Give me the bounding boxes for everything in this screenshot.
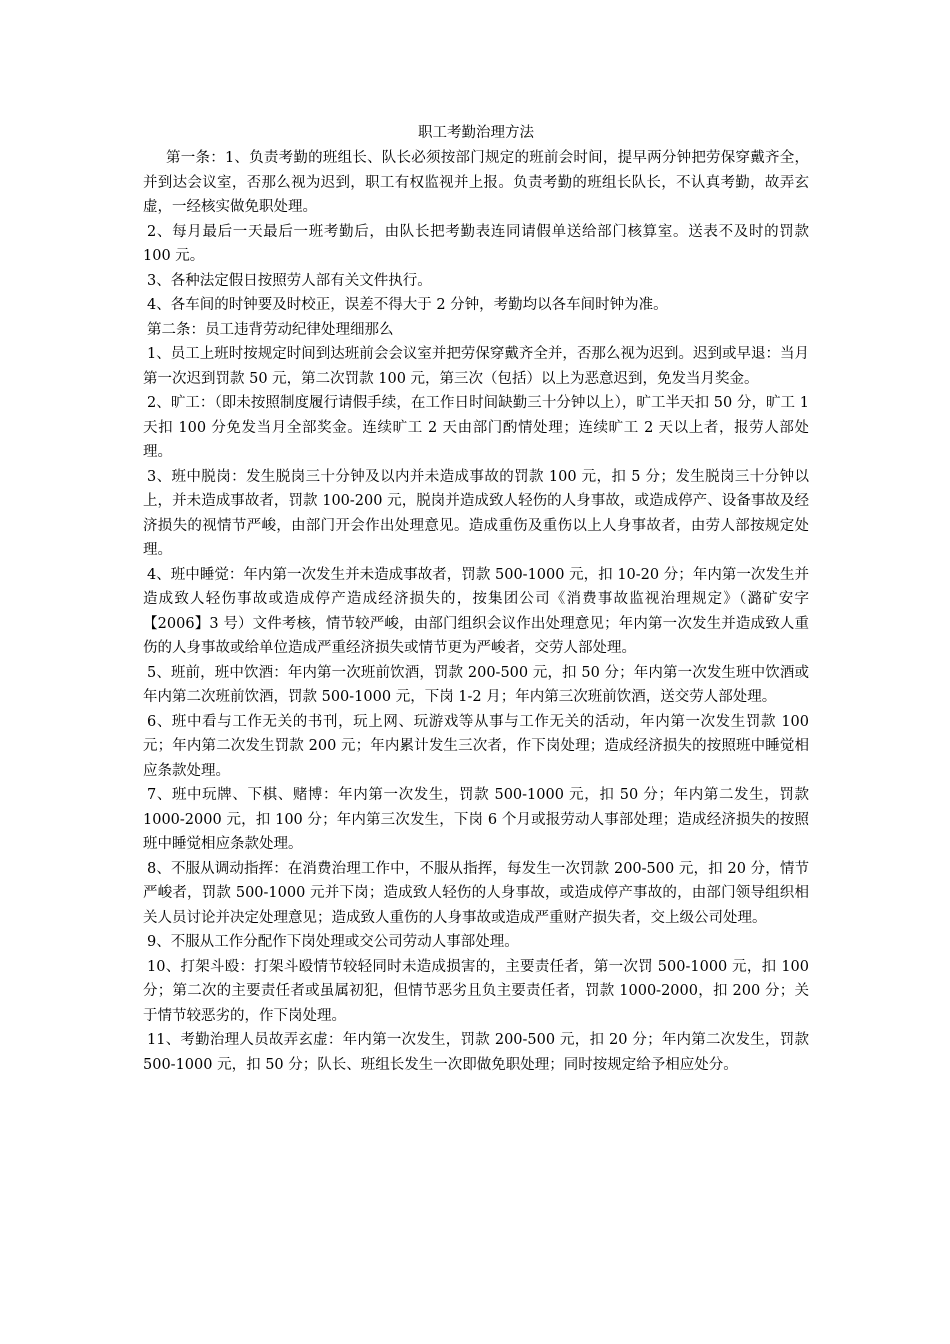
article-2-item-10: 10、打架斗殴：打架斗殴情节较轻同时未造成损害的，主要责任者，第一次罚 500-1000 元，扣 100 分；第二次的主要责任者或虽属初犯，但情节恶劣且负主要责任者，罚款 1000-2000，扣 200 分；关于情节较恶劣的，作下岗处理。: [143, 958, 809, 1024]
article-2-item-11: 11、考勤治理人员故弄玄虚：年内第一次发生，罚款 200-500 元，扣 20 分；年内第二次发生，罚款 500-1000 元，扣 50 分；队长、班组长发生一次即做免职处理；同时按规定给予相应处分。: [143, 1032, 809, 1073]
article-2-item-9: 9、不服从工作分配作下岗处理或交公司劳动人事部处理。: [147, 934, 519, 950]
article-2-item-6: 6、班中看与工作无关的书刊，玩上网、玩游戏等从事与工作无关的活动，年内第一次发生罚款 100 元；年内第二次发生罚款 200 元；年内累计发生三次者，作下岗处理；造成经济损失的按照班中睡觉相应条款处理。: [143, 713, 809, 779]
article-2-item-4: 4、班中睡觉：年内第一次发生并未造成事故者，罚款 500-1000 元，扣 10-20 分；年内第一次发生并造成致人轻伤事故或造成停产造成经济损失的，按集团公司《消费事故监视治理规定》（潞矿安字【2006】3 号）文件考核，情节较严峻，由部门组织会议作出处理意见；年内第一次发生并造成致人重伤的人身事故或给单位造成严重经济损失或情节更为严峻者，交劳人部处理。: [143, 566, 809, 656]
article-2-item-2: 2、旷工：（即未按照制度履行请假手续，在工作日时间缺勤三十分钟以上），旷工半天扣 50 分，旷工 1 天扣 100 分免发当月全部奖金。连续旷工 2 天由部门酌情处理；连续旷工 2 天以上者，报劳人部处理。: [143, 395, 809, 460]
article-1-item-3: 3、各种法定假日按照劳人部有关文件执行。: [147, 272, 432, 289]
article-2-item-8: 8、不服从调动指挥：在消费治理工作中，不服从指挥，每发生一次罚款 200-500 元，扣 20 分，情节严峻者，罚款 500-1000 元并下岗；造成致人轻伤的人身事故，或造成停产事故的，由部门领导组织相关人员讨论并决定处理意见；造成致人重伤的人身事故或造成严重财产损失者，交上级公司处理。: [143, 860, 809, 926]
document-title: 职工考勤治理方法: [418, 125, 534, 141]
article-2-item-5: 5、班前，班中饮酒：年内第一次班前饮酒，罚款 200-500 元，扣 50 分；年内第一次发生班中饮酒或年内第二次班前饮酒，罚款 500-1000 元，下岗 1-2 月；年内第三次班前饮酒，送交劳人部处理。: [143, 664, 809, 705]
article-2-heading: 第二条：员工违背劳动纪律处理细那么: [147, 321, 394, 338]
article-2-item-7: 7、班中玩牌、下棋、赌博：年内第一次发生，罚款 500-1000 元，扣 50 分；年内第二发生，罚款 1000-2000 元，扣 100 分；年内第三次发生，下岗 6 个月或报劳动人事部处理；造成经济损失的按照班中睡觉相应条款处理。: [143, 787, 809, 852]
document-page: [143, 120, 809, 1077]
article-2-item-3: 3、班中脱岗：发生脱岗三十分钟及以内并未造成事故的罚款 100 元，扣 5 分；发生脱岗三十分钟以上，并未造成事故者，罚款 100-200 元，脱岗并造成致人轻伤的人身事故，或造成停产、设备事故及经济损失的视情节严峻，由部门开会作出处理意见。造成重伤及重伤以上人身事故者，由劳人部按规定处理。: [143, 468, 809, 558]
article-1-item-4: 4、各车间的时钟要及时校正，误差不得大于 2 分钟，考勤均以各车间时钟为准。: [147, 297, 668, 313]
article-1-item-2: 2、每月最后一天最后一班考勤后，由队长把考勤表连同请假单送给部门核算室。送表不及时的罚款 100 元。: [143, 223, 809, 264]
article-1-paragraph: 第一条：1、负责考勤的班组长、队长必须按部门规定的班前会时间，提早两分钟把劳保穿戴齐全，并到达会议室，否那么视为迟到，职工有权监视并上报。负责考勤的班组长队长，不认真考勤，故弄玄虚，一经核实做免职处理。: [143, 150, 809, 215]
article-2-item-1: 1、员工上班时按规定时间到达班前会会议室并把劳保穿戴齐全并，否那么视为迟到。迟到或早退：当月第一次迟到罚款 50 元，第二次罚款 100 元，第三次（包括）以上为恶意迟到，免发当月奖金。: [143, 346, 809, 387]
